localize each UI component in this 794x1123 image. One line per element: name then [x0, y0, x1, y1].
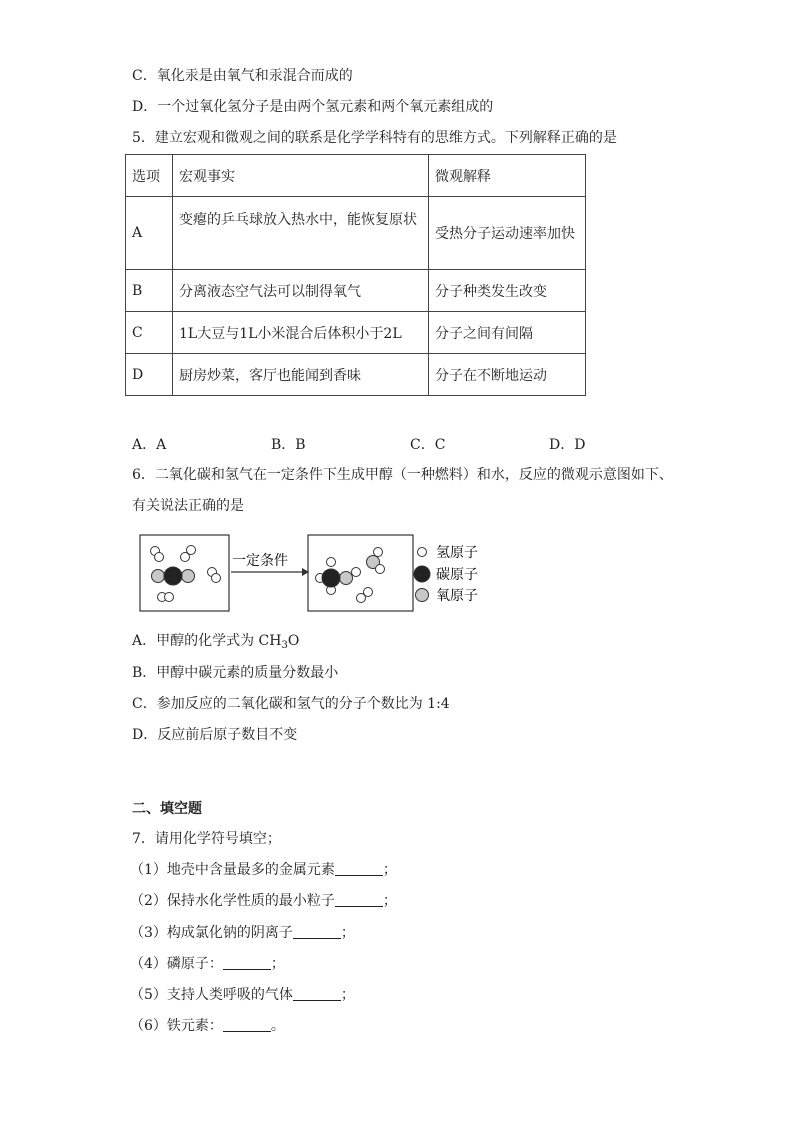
header-explain: 微观解释 [429, 155, 586, 197]
q7-item-text: （2）保持水化学性质的最小粒子 [130, 893, 335, 909]
hydrogen-atom [364, 588, 373, 597]
table-row [126, 197, 586, 270]
q6-stem-line1: 6．二氧化碳和氢气在一定条件下生成甲醇（一种燃料）和水，反应的微观示意图如下、 [132, 467, 673, 483]
q6-option-a[interactable] [132, 631, 299, 656]
q7-item-end: ； [382, 893, 397, 909]
row-option: D [126, 354, 173, 396]
q5-stem: 5．建立宏观和微观之间的联系是化学学科特有的思维方式。下列解释正确的是 [132, 130, 617, 146]
oxygen-legend-icon [416, 589, 429, 602]
q5-table [125, 154, 586, 396]
answer-blank[interactable] [293, 924, 341, 939]
q7-item-4 [130, 954, 285, 974]
q7-item-end: ； [382, 862, 397, 878]
header-option: 选项 [126, 155, 173, 197]
row-fact: 分离液态空气法可以制得氧气 [173, 270, 429, 312]
carbon-legend-icon [414, 566, 430, 582]
q7-item-1 [130, 860, 397, 880]
table-row [126, 270, 586, 312]
legend-carbon: 碳原子 [436, 567, 478, 583]
row-explain: 分子之间有间隔 [429, 312, 586, 354]
hydrogen-atom [165, 593, 174, 602]
answer-blank[interactable] [223, 1017, 271, 1032]
row-explain: 受热分子运动速率加快 [429, 197, 586, 270]
q7-item-text: （6）铁元素： [130, 1018, 223, 1034]
q6-stem-line2: 有关说法正确的是 [132, 498, 244, 514]
q4-option-c: C．氧化汞是由氧气和汞混合而成的 [132, 68, 353, 84]
q6-option-a-prefix: A．甲醇的化学式为 CH [132, 633, 282, 649]
reaction-diagram [136, 532, 496, 616]
q6-option-b[interactable]: B．甲醇中碳元素的质量分数最小 [132, 665, 339, 681]
q7-item-text: （4）磷原子： [130, 956, 223, 972]
q7-item-end: ； [270, 956, 285, 972]
q7-item-end: ； [340, 987, 355, 1003]
answer-blank[interactable] [293, 986, 341, 1001]
oxygen-atom [182, 570, 195, 583]
hydrogen-atom [374, 548, 383, 557]
carbon-atom [322, 569, 340, 587]
answer-blank[interactable] [223, 955, 271, 970]
q7-stem: 7．请用化学符号填空； [132, 831, 281, 847]
q7-item-text: （3）构成氯化钠的阴离子 [130, 925, 293, 941]
table-row [126, 354, 586, 396]
row-option: B [126, 270, 173, 312]
arrow-label: 一定条件 [232, 553, 288, 569]
hydrogen-atom [376, 565, 385, 574]
q7-item-5 [130, 985, 355, 1005]
hydrogen-legend-icon [418, 548, 427, 557]
q7-item-2 [130, 891, 397, 911]
q6-option-a-suffix: O [287, 633, 300, 649]
table-header-row [126, 155, 586, 197]
row-fact: 厨房炒菜，客厅也能闻到香味 [173, 354, 429, 396]
hydrogen-atom [352, 568, 361, 577]
q6-option-c[interactable]: C．参加反应的二氧化碳和氢气的分子个数比为 1:4 [132, 696, 450, 712]
carbon-atom [164, 567, 182, 585]
q7-item-text: （5）支持人类呼吸的气体 [130, 987, 293, 1003]
q7-item-3 [130, 923, 355, 943]
answer-blank[interactable] [335, 861, 383, 876]
hydrogen-atom [155, 553, 164, 562]
q5-choice-b[interactable]: B．B [271, 437, 306, 453]
oxygen-atom [340, 572, 353, 585]
legend-oxygen: 氧原子 [436, 588, 478, 604]
oxygen-atom [152, 570, 165, 583]
q5-choice-a[interactable]: A．A [132, 437, 167, 453]
q6-option-a-sub: 3 [281, 640, 288, 651]
hydrogen-atom [327, 558, 336, 567]
q7-item-text: （1）地壳中含量最多的金属元素 [130, 862, 335, 878]
row-option: C [126, 312, 173, 354]
section-title: 二、填空题 [132, 801, 202, 817]
q5-choice-c[interactable]: C．C [410, 437, 446, 453]
row-explain: 分子种类发生改变 [429, 270, 586, 312]
q7-item-end: 。 [270, 1018, 285, 1034]
q5-choice-d[interactable]: D．D [549, 437, 586, 453]
row-explain: 分子在不断地运动 [429, 354, 586, 396]
legend [414, 545, 478, 604]
hydrogen-atom [187, 546, 196, 555]
table-row [126, 312, 586, 354]
row-option: A [126, 197, 173, 270]
row-fact: 变瘪的乒乓球放入热水中，能恢复原状 [173, 197, 429, 270]
q4-option-d: D．一个过氧化氢分子是由两个氢元素和两个氧元素组成的 [132, 99, 494, 115]
product-molecules [316, 548, 385, 603]
header-fact: 宏观事实 [173, 155, 429, 197]
q7-item-6 [130, 1016, 285, 1036]
answer-blank[interactable] [335, 892, 383, 907]
q6-option-d[interactable]: D．反应前后原子数目不变 [132, 727, 298, 743]
q5-choices [132, 434, 692, 454]
hydrogen-atom [212, 574, 221, 583]
legend-hydrogen: 氢原子 [436, 545, 478, 561]
row-fact: 1L大豆与1L小米混合后体积小于2L [173, 312, 429, 354]
q7-item-end: ； [340, 925, 355, 941]
reactant-molecules [151, 546, 221, 602]
